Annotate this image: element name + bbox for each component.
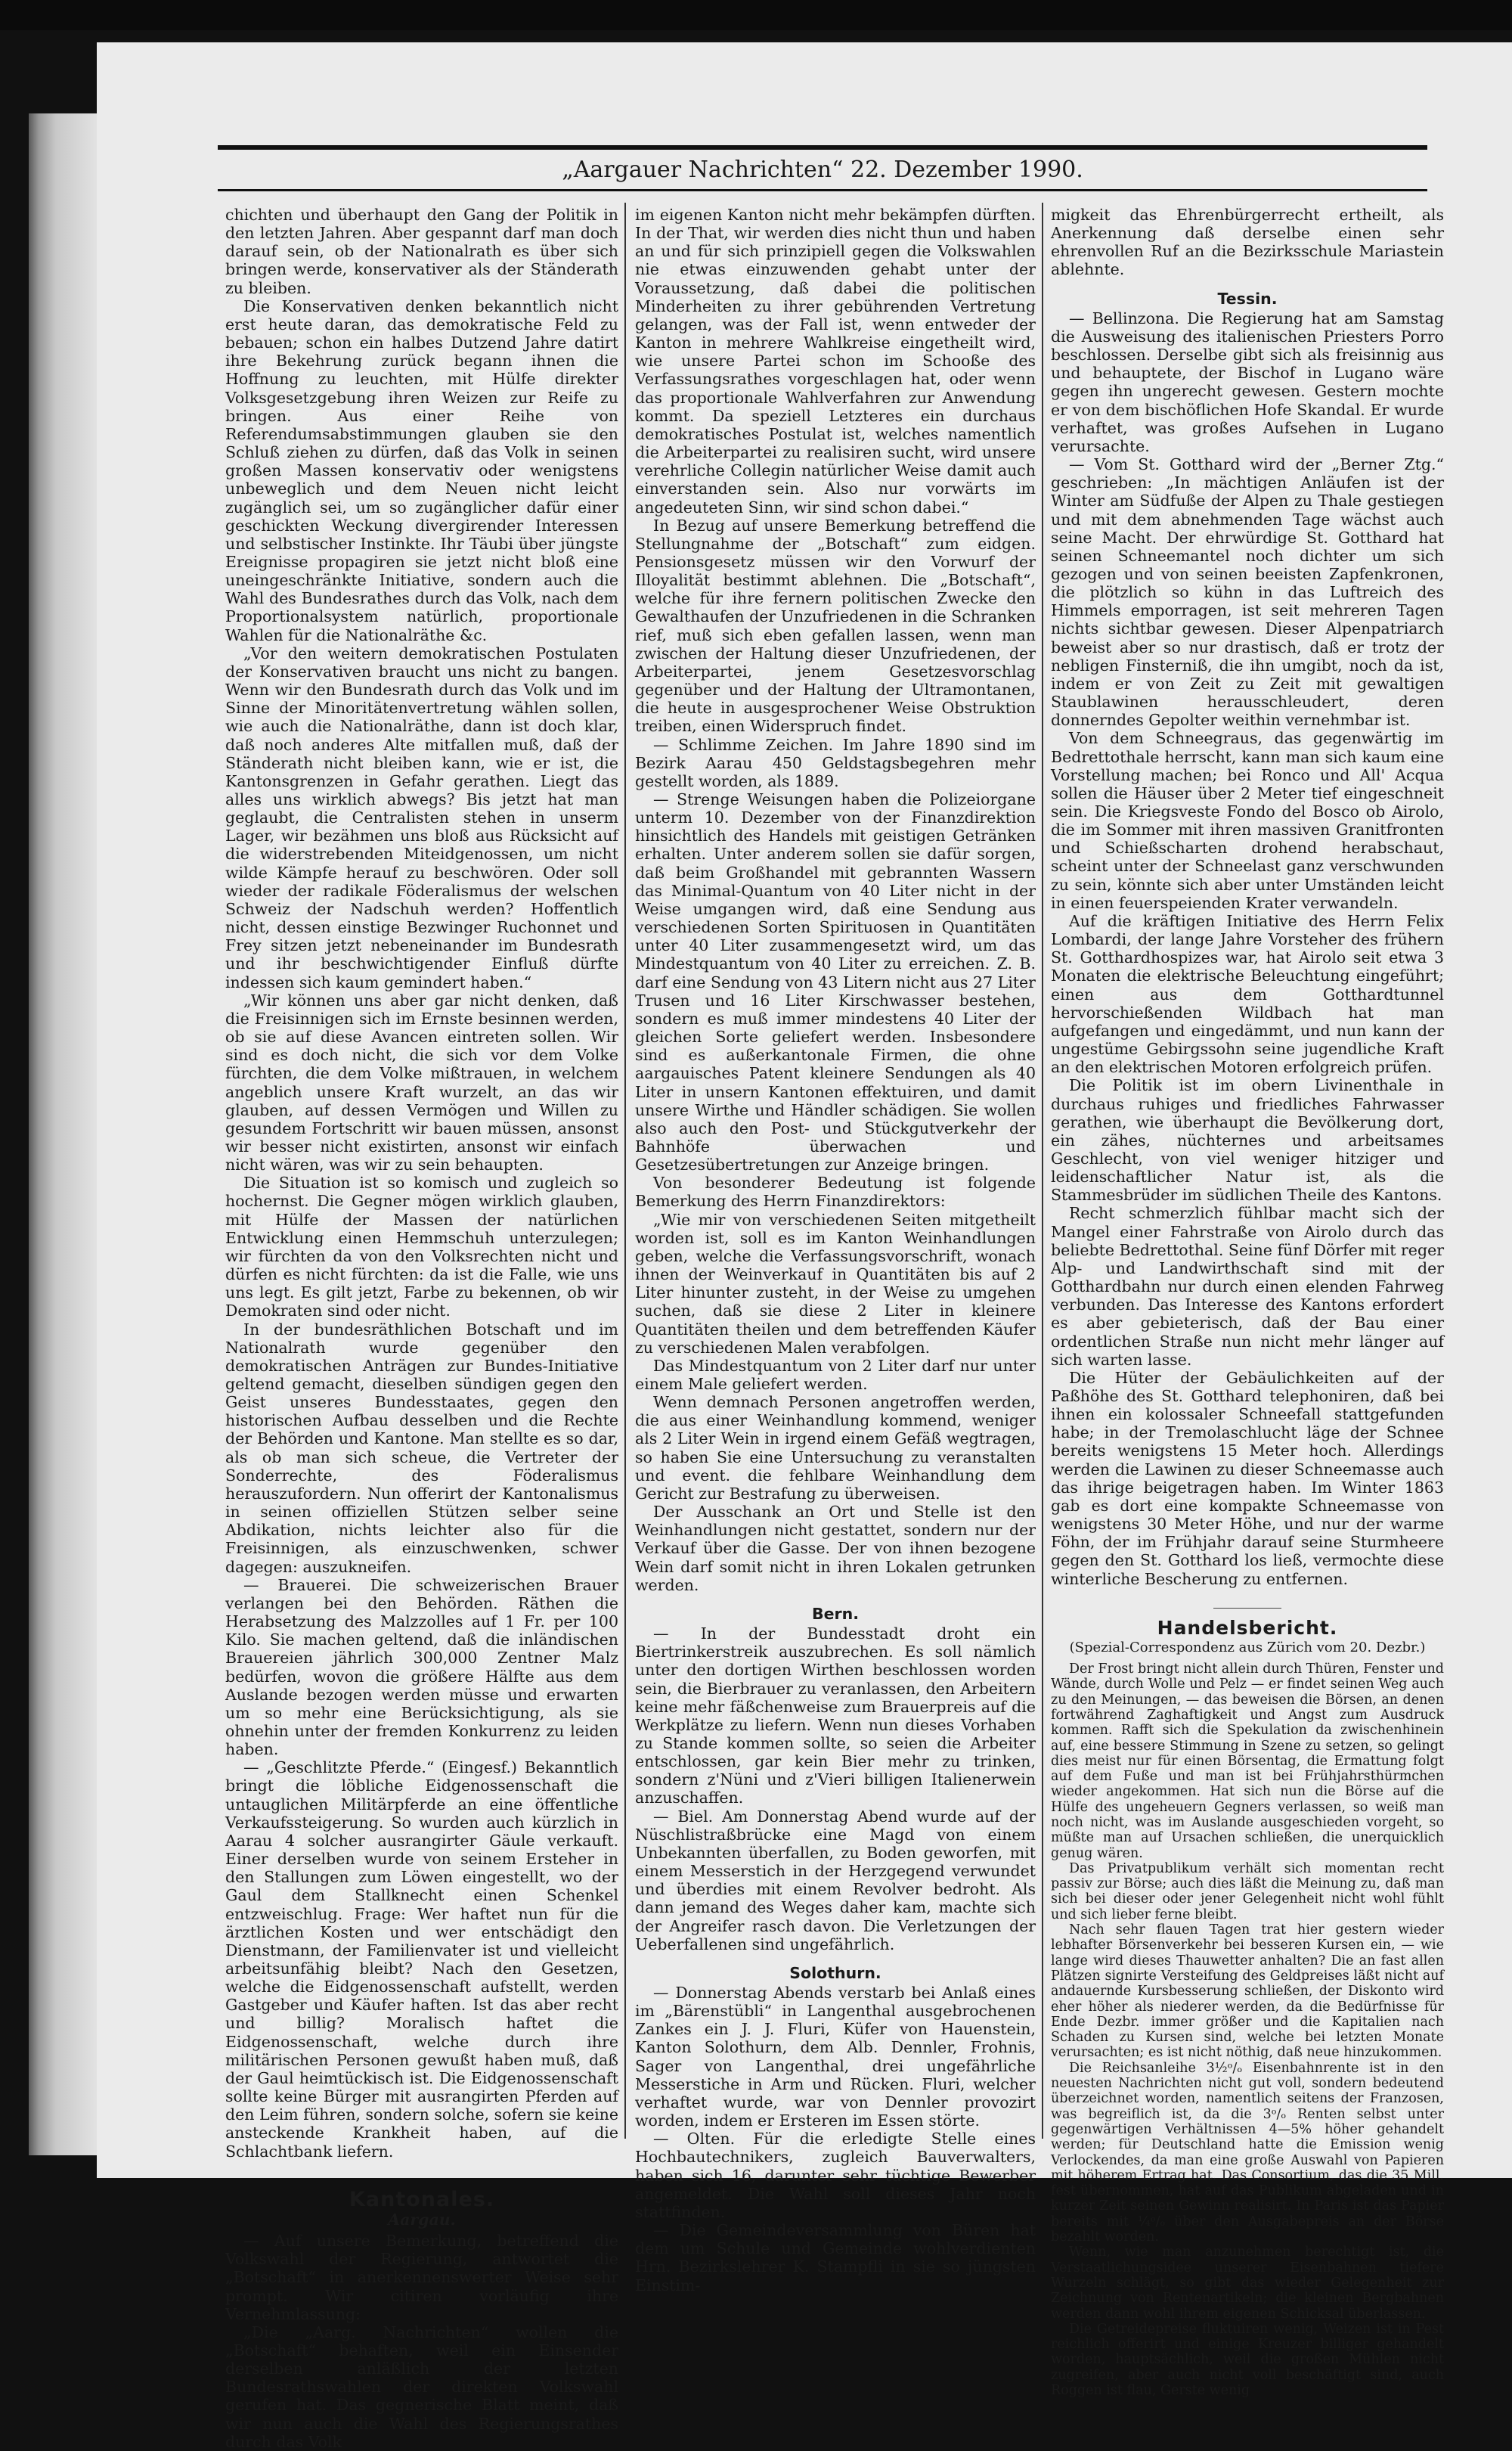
section-heading-aargau: Aargau. (388, 2210, 456, 2229)
section-subheading: (Spezial-Correspondenz aus Zürich vom 20. Dezbr.) (1069, 1639, 1426, 1655)
paragraph: — Biel. Am Donnerstag Abend wurde auf der Nüschlistraßbrücke eine Magd von einem Unbekannten überfallen, zu Boden geworfen, mit einem Messerstich in der Herzgegend verwundet und überdies mit einem Revolver bedroht. Als dann jemand des Weges daher kam, machte sich der Angreifer rasch davon. Die Verletzungen der Ueberfallenen sind ungefährlich. (635, 1807, 1036, 1953)
paragraph: Wenn, wie man anzunehmen berechtigt ist, die Verstaatlichungsidee unserer Eisenbahnen tiefere Wurzeln schlägt, so gibt das wieder Gelegenheit zur Zeichnung von Rentenartikeln; die kleinen Bergbahnen werden dann wohl ihrem eigenen Schicksal überlassen. (1051, 2245, 1444, 2322)
paragraph: Die Konservativen denken bekanntlich nicht erst heute daran, das demokratische Feld zu bebauen; schon ein halbes Dutzend Jahre datirt ihre Bekehrung zurück begann ihnen die Hoffnung zu leuchten, mit Hülfe direkter Volksgesetzgebung ihren Weizen zur Reife zu bringen. Aus einer Reihe von Referendumsabstimmungen glauben sie den Schluß ziehen zu dürfen, daß das Volk in seinen großen Massen konservativ oder wenigstens unbeweglich und dem Neuen nicht leicht zugänglich sei, um so zugänglicher dafür einer geschickten Weckung divergirender Interessen und selbstischer Instinkte. Ihr Täubi über jüngste Ereignisse propagiren sie jetzt nicht bloß eine uneingeschränkte Initiative, sondern auch die Wahl des Bundesrathes durch das Volk, nach dem Proportionalsystem natürlich, proportionale Wahlen für die Nationalräthe &c. (225, 296, 618, 644)
masthead: „Aargauer Nachrichten“ 22. Dezember 1990. (562, 157, 1083, 183)
paragraph: Von besonderer Bedeutung ist folgende Bemerkung des Herrn Finanzdirektors: (635, 1174, 1036, 1211)
paragraph: Die Reichsanleihe 3⅟₂ᵒ/ₒ Eisenbahnrente ist in den neuesten Nachrichten nicht gut voll, sondern bedeutend überzeichnet worden, namentlich seitens der Franzosen, was begreiflich ist, da die 3ᵒ/ₒ Renten selbst unter gegenwärtigen Verhältnissen 4—5% höher gehandelt werden; für Deutschland hatte die Emission wenig Verlockendes, da man eine große Auswahl von Papieren mit höherem Ertrag hat. Das Consortium, das die 35 Mill. fest übernommen, hat auf das Publikum abgeladen und in kurzer Zeit seinen Gewinn realisirt. In Paris ist das Papier bereits mit ¼ᵒ/ₒ über den Ausgabepreis an der Börse bezahlt worden. (1051, 2060, 1444, 2245)
paragraph: — „Geschlitzte Pferde.“ (Eingesf.) Bekanntlich bringt die löbliche Eidgenossenschaft die untauglichen Militärpferde an eine öffentliche Verkaufssteigerung. So wurden auch kürzlich in Aarau 4 solcher ausrangirter Gäule verkauft. Einer derselben wurde von seinem Ersteher in den Stallungen zum Löwen eingestellt, wo der Gaul dem Stallknecht einen Schenkel entzweischlug. Frage: Wer haftet nun für die ärztlichen Kosten und wer entschädigt den Dienstmann, der Familienvater ist und vielleicht arbeitsunfähig bleibt? Nach den Gesetzen, welche die Eidgenossenschaft aufstellt, werden Gastgeber und Käufer haften. Ist das aber recht und billig? Moralisch haftet die Eidgenossenschaft, welche durch ihre militärischen Personen gewußt haben muß, daß der Gaul heimtückisch ist. Die Eidgenossenschaft sollte keine Bürger mit ausrangirten Pferden auf den Leim führen, sondern solche, sofern sie keine ansteckende Krankheit haben, auf die Schlachtbank liefern. (225, 1758, 618, 2161)
column-rule (624, 203, 626, 2139)
paragraph: — Olten. Für die erledigte Stelle eines Hochbautechnikers, zugleich Bauverwalters, haben sich 16, darunter sehr tüchtige Bewerber angemeldet. Die Wahl soll dieses Jahr noch stattfinden. (635, 2130, 1036, 2221)
column-1 (225, 206, 618, 2451)
paragraph: Die Hüter der Gebäulichkeiten auf der Paßhöhe des St. Gotthard telephoniren, daß bei ihnen ein kolossaler Schneefall stattgefunden habe; in der Tremolaschlucht läge der Schnee bereits wenigstens 15 Meter hoch. Allerdings werden die Lawinen zu dieser Schneemasse auch das ihrige beigetragen haben. Im Winter 1863 gab es dort eine kompakte Schneemasse von wenigstens 30 Meter Höhe, und nur der warme Föhn, der im Frühjahr darauf seine Sturmheere gegen den St. Gotthard los ließ, vermochte diese winterliche Bescherung zu entfernen. (1051, 1368, 1444, 1588)
section-heading-bern: Bern. (811, 1604, 860, 1623)
paragraph: — Auf unsere Bemerkung, betreffend die Volkswahl der Regierung, antwortet die „Botschaft“ in anerkennenswerter Weise sehr prompt. Wir citiren vorläufig ihre Vernehmlassung: (225, 2232, 618, 2323)
paragraph: Die Politik ist im obern Livinenthale in durchaus ruhiges und friedliches Fahrwasser gerathen, wie überhaupt die Bevölkerung dort, ein zähes, nüchternes und arbeitsames Geschlecht, von viel weniger hitziger und leidenschaftlicher Natur ist, als die Stammesbrüder im südlichen Theile des Kantons. (1051, 1076, 1444, 1205)
column-3 (1051, 206, 1444, 2398)
paragraph: — Schlimme Zeichen. Im Jahre 1890 sind im Bezirk Aarau 450 Geldstagsbegehren mehr gestellt worden, als 1889. (635, 735, 1036, 790)
section-heading-kantonales: Kantonales. (349, 2187, 495, 2211)
paragraph: „Die „Aarg. Nachrichten“ wollen die „Botschaft“ behaften, weil ein Einsender derselben anläßlich der letzten Bundesrathswahlen der direkten Volkswahl gerufen hat. Das gegnerische Blatt meint, daß wir nun auch die Wahl des Regierungsrathes durch das Volk (225, 2322, 618, 2451)
paragraph: Nach sehr flauen Tagen trat hier gestern wieder lebhafter Börsenverkehr bei besseren Kursen ein, — wie lange wird dieses Thauwetter anhalten? Die an fast allen Plätzen signirte Versteifung des Geldpreises läßt nicht auf andauernde Kursbesserung schließen, der Diskonto wird eher höher als niederer werden, da die Bedürfnisse für Ende Dezbr. immer größer und die Kapitalien nach Schaden zu Kursen sind, welche bei letzten Monate verursachten; es ist nicht nöthig, daß neue hinzukommen. (1051, 1922, 1444, 2061)
paragraph: Die Getreidepreise fluktuiren wenig, Weizen ist in Pest reichlich offerirt und einige Kreuzer billiger gehandelt worden, hauptsächlich, weil die großen Mühlen nicht zugreifen, aber auch nicht voll beschäftigt sind, auch Roggen ist flau, Gerste wenig (1051, 2321, 1444, 2398)
scan-border (0, 0, 1512, 30)
paragraph: „Wir können uns aber gar nicht denken, daß die Freisinnigen sich im Ernste besinnen werden, ob sie auf diese Avancen eintreten sollen. Wir sind es doch nicht, die sich vor dem Volke fürchten, die dem Volke mißtrauen, in welchem angeblich unsere Kraft wurzelt, an das wir glauben, auf dessen Vermögen und Willen zu gesundem Fortschritt wir bauen müssen, ansonst wir besser nicht existirten, ansonst wir einfach nicht wären, was wir zu sein behaupten. (225, 991, 618, 1174)
paragraph: In Bezug auf unsere Bemerkung betreffend die Stellungnahme der „Botschaft“ zum eidgen. Pensionsgesetz müssen wir den Vorwurf der Illoyalität bestimmt ablehnen. Die „Botschaft“, welche für ihre fernern politischen Zwecke den Gewalthaufen der Unzufriedenen in die Schranken rief, muß sich eben gefallen lassen, wenn man zwischen der Haltung dieser Unzufriedenen, der Arbeiterpartei, jenem Gesetzesvorschlag gegenüber und der Haltung der Ultramontanen, die heute in ausgesprochener Weise Obstruktion treiben, einen Widerspruch findet. (635, 516, 1036, 736)
paragraph: Das Privatpublikum verhält sich momentan recht passiv zur Börse; auch dies läßt die Meinung zu, daß man sich bei dieser oder jener Gelegenheit nicht wohl fühlt und sich lieber ferne bleibt. (1051, 1860, 1444, 1922)
section-heading-tessin: Tessin. (1217, 289, 1278, 308)
column-rule (1042, 203, 1043, 2139)
column-2 (635, 206, 1036, 2294)
paragraph: — Vom St. Gotthard wird der „Berner Ztg.“ geschrieben: „In mächtigen Anläufen ist der Winter am Südfuße der Alpen zu Thale gestiegen und mit dem abnehmenden Tage wächst auch seine Macht. Der ehrwürdige St. Gotthard hat seinen Schneemantel noch dichter um sich gezogen und von seinen beeisten Zapfenkronen, die plötzlich so kühn in das Luftreich des Himmels emporragen, ist seit mehreren Tagen nichts sichtbar gewesen. Dieser Alpenpatriarch beweist aber so nur drastisch, daß er trotz der nebligen Finsterniß, die ihn umgibt, noch da ist, indem er von Zeit zu Zeit mit gewaltigen Staublawinen herausschleudert, deren donnerndes Gepolter weithin vernehmbar ist. (1051, 455, 1444, 730)
paragraph: „Vor den weitern demokratischen Postulaten der Konservativen braucht uns nicht zu bangen. Wenn wir den Bundesrath durch das Volk und im Sinne der Minoritätenvertretung wählen sollen, wie auch die Nationalräthe, dann ist doch klar, daß noch anderes Alte mitfallen muß, daß der Ständerath nicht bleiben kann, wie er ist, die Kantonsgrenzen in Gefahr gerathen. Liegt das alles uns wirklich abwegs? Bis jetzt hat man geglaubt, die Centralisten stehen in unserm Lager, wir bezähmen uns bloß aus Rücksicht auf die widerstrebenden Miteidgenossen, um nicht wilde Kämpfe herauf zu beschwören. Oder soll wieder der radikale Föderalismus der welschen Schweiz der Nadschuh werden? Hoffentlich nicht, dessen einstige Bezwinger Ruchonnet und Frey sitzen jetzt nebeneinander im Bundesrath und ihr beschwichtigender Einfluß dürfte indessen sich kaum gemindert haben.“ (225, 644, 618, 991)
paragraph: im eigenen Kanton nicht mehr bekämpfen dürften. In der That, wir werden dies nicht thun und haben an und für sich prinzipiell gegen die Volkswahlen nie etwas einzuwenden gehabt unter der Voraussetzung, daß dabei die politischen Minderheiten zu ihrer gebührenden Vertretung gelangen, was der Fall ist, wenn entweder der Kanton in mehrere Wahlkreise eingetheilt wird, wie unsere Partei schon im Schooße des Verfassungsrathes vorgeschlagen hat, oder wenn das proportionale Wahlverfahren zur Anwendung kommt. Da speziell Letzteres ein durchaus demokratisches Postulat ist, welches namentlich die Arbeiterpartei zu realisiren sucht, wird unsere verehrliche Collegin natürlicher Weise damit auch einverstanden sein. Also nur vorwärts im angedeuteten Sinn, wir sind schon dabei.“ (635, 206, 1036, 517)
masthead-bottom-rule (218, 189, 1427, 191)
paragraph: migkeit das Ehrenbürgerrecht ertheilt, als Anerkennung daß derselbe einen sehr ehrenvollen Ruf an die Bezirksschule Mariastein ablehnte. (1051, 206, 1444, 279)
paragraph: Auf die kräftigen Initiative des Herrn Felix Lombardi, der lange Jahre Vorsteher des frühern St. Gotthardhospizes war, hat Airolo seit etwa 3 Monaten die elektrische Beleuchtung eingeführt; einen aus dem Gotthardtunnel hervorschießenden Wildbach hat man aufgefangen und eingedämmt, und nun kann der ungestüme Gebirgssohn seine jugendliche Kraft an den elektrischen Motoren erfolgreich prüfen. (1051, 911, 1444, 1077)
paragraph: — Bellinzona. Die Regierung hat am Samstag die Ausweisung des italienischen Priesters Porro beschlossen. Derselbe gibt sich als freisinnig aus und behauptete, der Bischof in Lugano wäre gegen ihn ungerecht gewesen. Gestern mochte er von dem bischöflichen Hofe Skandal. Er wurde verhaftet, was großes Aufsehen in Lugano verursachte. (1051, 309, 1444, 455)
paragraph: — Donnerstag Abends verstarb bei Anlaß eines im „Bärenstübli“ in Langenthal ausgebrochenen Zankes ein J. J. Fluri, Küfer von Hauenstein, Kanton Solothurn, dem Alb. Dennler, Frohnis, Sager von Langenthal, drei ungefährliche Messerstiche in Arm und Rücken. Fluri, welcher verhaftet wurde, war von Dennler provozirt worden, indem er Ersteren im Essen störte. (635, 1984, 1036, 2130)
section-heading-handelsbericht: Handelsbericht. (1157, 1616, 1338, 1639)
paragraph: Die Situation ist so komisch und zugleich so hochernst. Die Gegner mögen wirklich glauben, mit Hülfe der Massen der natürlichen Entwicklung einen Hemmschuh unterzulegen; wir fürchten da von den Volksrechten nicht und dürfen es nicht fürchten: da ist die Falle, wie uns uns legt. Es gilt jetzt, Farbe zu bekennen, ob wir Demokraten sind oder nicht. (225, 1174, 618, 1320)
paragraph: „Wie mir von verschiedenen Seiten mitgetheilt worden ist, soll es im Kanton Weinhandlungen geben, welche die Verfassungsvorschrift, wonach ihnen der Weinverkauf in Quantitäten bis auf 2 Liter hinunter zusteht, in der Weise zu umgehen suchen, daß sie diese 2 Liter in kleinere Quantitäten theilen und dem betreffenden Käufer zu verschiedenen Malen verabfolgen. (635, 1210, 1036, 1357)
page-stack-edge (29, 113, 97, 2155)
paragraph: — Brauerei. Die schweizerischen Brauer verlangen bei den Behörden. Räthen die Herabsetzung des Malzzolles auf 1 Fr. per 100 Kilo. Sie machen geltend, daß die inländischen Brauereien jährlich 300,000 Zentner Malz bedürfen, wovon die größere Hälfte aus dem Auslande bezogen werden müsse und erwarten um so mehr eine Berücksichtigung, als sie ohnehin unter der fremden Konkurrenz zu leiden haben. (225, 1575, 618, 1759)
paragraph: Von dem Schneegraus, das gegenwärtig im Bedrettothale herrscht, kann man sich kaum eine Vorstellung machen; bei Ronco und All' Acqua sollen die Häuser über 2 Meter tief eingeschneit sein. Die Kriegsveste Fondo del Bosco ob Airolo, die im Sommer mit ihren massiven Granitfronten und Schießscharten drohend herabschaut, scheint unter der Schneelast ganz verschwunden zu sein, könnte sich aber unter Umständen leicht in einen feuerspeienden Krater verwandeln. (1051, 729, 1444, 912)
section-divider (1213, 1608, 1281, 1609)
paragraph: chichten und überhaupt den Gang der Politik in den letzten Jahren. Aber gespannt darf man doch darauf sein, ob der Nationalrath es über sich bringen werde, konservativer als der Ständerath zu bleiben. (225, 206, 618, 297)
market-report (1051, 1661, 1444, 2398)
paragraph: Recht schmerzlich fühlbar macht sich der Mangel einer Fahrstraße von Airolo durch das beliebte Bedrettothal. Seine fünf Dörfer mit reger Alp- und Landwirthschaft sind mit der Gotthardbahn nur durch einen elenden Fahrweg verbunden. Das Interesse des Kantons erfordert es aber gebieterisch, daß der Bau einer ordentlichen Straße nun nicht mehr länger auf sich warten lasse. (1051, 1204, 1444, 1369)
paragraph: Der Ausschank an Ort und Stelle ist den Weinhandlungen nicht gestattet, sondern nur der Verkauf über die Gasse. Der von ihnen bezogene Wein darf somit nicht in ihren Lokalen getrunken werden. (635, 1503, 1036, 1594)
paragraph: — Die Gemeindeversammlung von Büren hat dem um Schule und Gemeinde wohlverdienten Hrn. Bezirkslehrer K. Stampfli in sie so jüngsten Einstim- (635, 2221, 1036, 2294)
paragraph: Das Mindestquantum von 2 Liter darf nur unter einem Male geliefert werden. (635, 1356, 1036, 1393)
paragraph: Der Frost bringt nicht allein durch Thüren, Fenster und Wände, durch Wolle und Pelz — er findet seinen Weg auch zu den Meinungen, — das beweisen die Börsen, an denen fortwährend Zaghaftigkeit und Angst zum Ausdruck kommen. Rafft sich die Spekulation da zwischenhinein auf, eine bessere Stimmung in Szene zu setzen, so gelingt dies meist nur für einen Börsentag, die Ermattung folgt auf dem Fuße und man ist bei Frühjahrsthürmchen wieder angekommen. Hat sich nun die Börse auf die Hülfe des ungeheuern Gegners verlassen, so weiß man noch nicht, was im Auslande ausgeschieden vorgeht, so müßte man auf Ursachen schließen, die unerquicklich genug wären. (1051, 1661, 1444, 1861)
paragraph: In der bundesräthlichen Botschaft und im Nationalrath wurde gegenüber den demokratischen Anträgen zur Bundes-Initiative geltend gemacht, dieselben sündigen gegen den Geist unseres Bundesstaates, gegen den historischen Aufbau desselben und die Rechte der Behörden und Kantone. Man stellte es so dar, als ob man sich scheue, die Vertreter der Sonderrechte, des Föderalismus herauszufordern. Nun offerirt der Kantonalismus in seinen offiziellen Stützen selber seine Abdikation, nichts leichter also für die Freisinnigen, als einzuschwenken, schwer dagegen: auszukneifen. (225, 1320, 618, 1576)
paragraph: Wenn demnach Personen angetroffen werden, die aus einer Weinhandlung kommend, weniger als 2 Liter Wein in irgend einem Gefäß wegtragen, so haben Sie eine Untersuchung zu veranstalten und event. die fehlbare Weinhandlung dem Gericht zur Bestrafung zu überweisen. (635, 1393, 1036, 1503)
masthead-top-rule (218, 145, 1427, 150)
paragraph: — Strenge Weisungen haben die Polizeiorgane unterm 10. Dezember von der Finanzdirektion hinsichtlich des Handels mit geistigen Getränken erhalten. Unter anderem sollen sie dafür sorgen, daß beim Großhandel mit gebrannten Wassern das Minimal-Quantum von 40 Liter nicht in der Weise umgangen wird, daß eine Sendung aus verschiedenen Sorten Spirituosen in Quantitäten unter 40 Liter zusammengesetzt wird, um das Mindestquantum von 40 Liter zu erreichen. Z. B. darf eine Sendung von 43 Litern nicht aus 27 Liter Trusen und 16 Liter Kirschwasser bestehen, sondern es muß immer mindestens 40 Liter der gleichen Sorte geliefert werden. Insbesondere sind es außerkantonale Firmen, die ohne aargauisches Patent kleinere Sendungen als 40 Liter in unsern Kantonen effektuiren, und damit unsere Wirthe und Händler schädigen. Sie wollen also auch den Post- und Stückgutverkehr der Bahnhöfe überwachen und Gesetzesübertretungen zur Anzeige bringen. (635, 790, 1036, 1174)
section-heading-solothurn: Solothurn. (789, 1963, 881, 1982)
paragraph: — In der Bundesstadt droht ein Biertrinkerstreik auszubrechen. Es soll nämlich unter den dortigen Wirthen beschlossen worden sein, die Bierbrauer zu veranlassen, den Arbeitern keine mehr fäßchenweise zum Brauerpreis auf die Werkplätze zu liefern. Wenn nun dieses Vorhaben zu Stande kommen sollte, so seien die Arbeiter entschlossen, gar kein Bier mehr zu trinken, sondern z'Nüni und z'Vieri billigen Italienerwein anzuschaffen. (635, 1624, 1036, 1807)
